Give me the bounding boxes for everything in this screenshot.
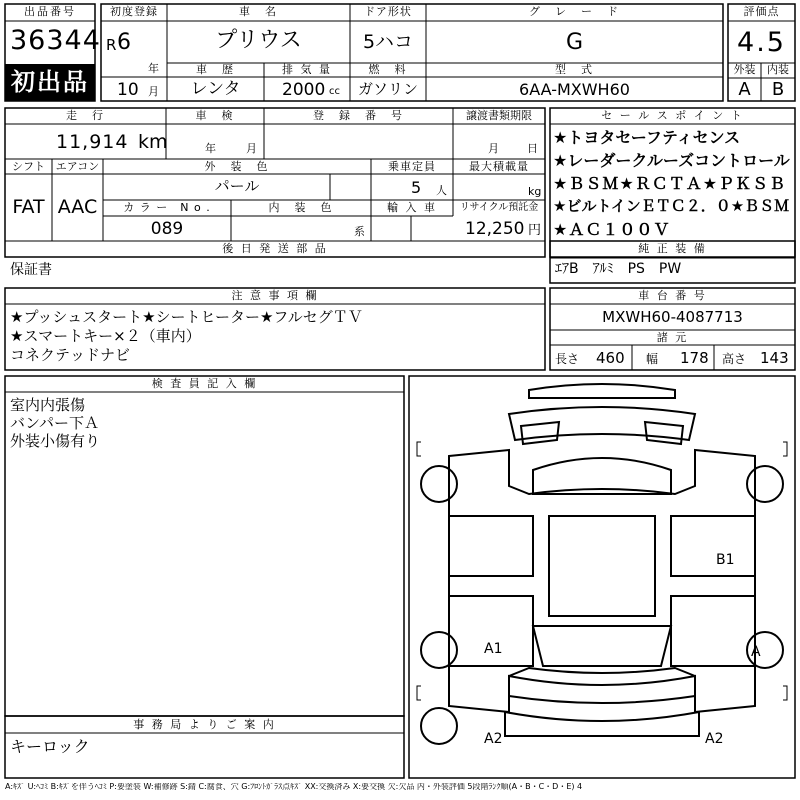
notes-line: コネクテッドナビ: [10, 346, 131, 364]
color-no-label: カ ラ ー N o .: [123, 201, 211, 214]
seats-unit: 人: [436, 184, 447, 197]
front-right-door: [671, 516, 755, 576]
interior-color-label: 内 装 色: [268, 201, 334, 214]
fuel-value: ガソリン: [357, 80, 418, 98]
first-reg-label: 初度登録: [110, 5, 158, 18]
wheel-rear-left: [421, 632, 457, 668]
rear-window: [533, 626, 671, 666]
dims-label: 諸 元: [656, 331, 689, 344]
era: R: [106, 36, 117, 54]
body-outline: [449, 450, 755, 712]
equipment-label: 純 正 装 備: [638, 242, 707, 255]
sales-points-label: セ ー ル ス ポ イ ン ト: [601, 109, 744, 122]
office-value: キーロック: [10, 737, 90, 756]
sales-point-line: ★レーダークルーズコントロール: [553, 151, 790, 170]
equipment-value: ｴｱB ｱﾙﾐ PS PW: [555, 261, 682, 277]
car-name-label: 車 名: [239, 5, 278, 18]
inspector-line: バンパー下Ａ: [10, 414, 99, 432]
width-label: 幅: [646, 352, 659, 366]
notes-line: ★スマートキー×２（車内）: [10, 327, 201, 345]
inspector-label: 検 査 員 記 入 欄: [151, 377, 258, 390]
mark-a: A: [751, 644, 761, 660]
grade-value: G: [565, 30, 584, 55]
transfer-month-unit: 月: [488, 142, 499, 155]
color-value: パール: [214, 177, 260, 195]
office-label: 事 務 局 よ り ご 案 内: [133, 718, 276, 731]
load-label: 最大積載量: [469, 160, 529, 173]
mileage-label: 走 行: [66, 109, 105, 122]
wheel-front-left: [421, 466, 457, 502]
score-value: 4.5: [737, 27, 786, 58]
later-parts-value: 保証書: [10, 262, 52, 278]
first-listing-badge: 初出品: [5, 64, 95, 101]
displacement-value: 2000: [282, 80, 326, 100]
transfer-doc-label: 譲渡書類期限: [466, 109, 532, 122]
height-label: 高さ: [722, 352, 747, 366]
sales-point-line: ★ＡＣ１００Ｖ: [553, 220, 671, 239]
score-label: 評価点: [743, 5, 780, 18]
month-unit: 月: [148, 85, 159, 98]
ac-label: エアコン: [55, 160, 100, 173]
rear-bumper: [505, 712, 699, 736]
mark-b1: B1: [716, 552, 735, 568]
chassis-number: MXWH60-4087713: [602, 308, 743, 326]
trunk-outline: [509, 676, 695, 703]
interior-value: B: [771, 79, 785, 100]
wheel-front-right: [747, 466, 783, 502]
front-left-door: [449, 516, 533, 576]
length-value: 460: [596, 349, 625, 367]
displacement-label: 排 気 量: [282, 63, 332, 76]
color-no-value: 089: [150, 219, 184, 239]
car-name: プリウス: [215, 28, 302, 53]
exterior-label: 外装: [733, 63, 756, 76]
length-label: 長さ: [555, 352, 580, 366]
mileage-value: 11,914: [56, 131, 129, 153]
front-bumper: [529, 384, 675, 398]
history-value: レンタ: [190, 79, 241, 99]
rear-right-door: [671, 596, 755, 666]
shift-label: シフト: [12, 160, 45, 173]
width-value: 178: [680, 349, 709, 367]
mark-a1: A1: [484, 641, 503, 657]
reg-year: 6: [117, 30, 131, 55]
interior-label: 内装: [767, 63, 789, 76]
exterior-value: A: [738, 79, 751, 100]
notes-label: 注 意 事 項 欄: [231, 289, 319, 302]
inspector-line: 外装小傷有り: [10, 432, 101, 450]
grade-label: グ レ ー ド: [529, 5, 620, 18]
ac-value: AAC: [57, 196, 98, 218]
model-value: 6AA-MXWH60: [519, 80, 630, 99]
reg-month: 10: [117, 80, 139, 100]
shift-value: FAT: [12, 196, 45, 218]
car-diagram: [409, 376, 795, 778]
seats-value: 5: [411, 178, 422, 197]
inspection-month-unit: 月: [246, 142, 257, 155]
inspector-line: 室内内張傷: [10, 396, 86, 414]
mark-a2-left: A2: [484, 731, 503, 747]
mark-a2-right: A2: [705, 731, 724, 747]
door-label: ドア形状: [364, 5, 412, 18]
fuel-label: 燃 料: [368, 63, 408, 76]
inspection-label: 車 検: [195, 109, 235, 122]
notes-line: ★プッシュスタート★シートヒーター★フルセグＴＶ: [10, 308, 363, 326]
lot-number: 36344: [10, 25, 101, 56]
model-label: 型 式: [555, 63, 594, 76]
mileage-unit: km: [138, 131, 168, 153]
transfer-day-unit: 日: [527, 142, 538, 155]
year-unit: 年: [148, 62, 159, 75]
recycle-label: リサイクル預託金: [459, 202, 539, 213]
legend-footer: A:ｷｽﾞ U:ﾍｺﾐ B:ｷｽﾞを伴うﾍｺﾐ P:要塗装 W:補修跡 S:錆 C:腐食、穴 G:ﾌﾛﾝﾄｶﾞﾗｽ点ｷｽﾞ XX:交換済み X:要交換 欠:欠品 内・外装評価 5段階ﾗﾝｸ順(A・B・C・D・E) 4: [5, 783, 583, 791]
inspection-year-unit: 年: [205, 142, 216, 155]
history-label: 車 歴: [196, 63, 235, 76]
lot-label: 出品番号: [24, 5, 76, 18]
interior-color-suffix: 系: [354, 225, 365, 238]
import-label: 輸 入 車: [387, 201, 437, 214]
chassis-label: 車 台 番 号: [638, 289, 707, 302]
color-label: 外 装 色: [204, 160, 270, 173]
height-value: 143: [760, 349, 789, 367]
roof-outline: [533, 458, 671, 616]
seats-label: 乗車定員: [388, 160, 436, 173]
registration-label: 登 録 番 号: [313, 109, 404, 122]
later-parts-label: 後 日 発 送 部 品: [222, 242, 328, 255]
load-unit: kg: [528, 185, 542, 198]
spare-wheel: [421, 708, 457, 744]
recycle-unit: 円: [528, 223, 542, 238]
sales-point-line: ★トヨタセーフティセンス: [553, 128, 741, 147]
sales-point-line: ★ビルトインＥＴＣ２．０★ＢＳＭ: [553, 197, 790, 215]
displacement-unit: cc: [329, 86, 340, 97]
recycle-value: 12,250: [465, 219, 525, 239]
sales-point-line: ★ＢＳＭ★ＲＣＴＡ★ＰＫＳＢ: [553, 174, 787, 193]
door-value: 5ハコ: [362, 31, 414, 53]
